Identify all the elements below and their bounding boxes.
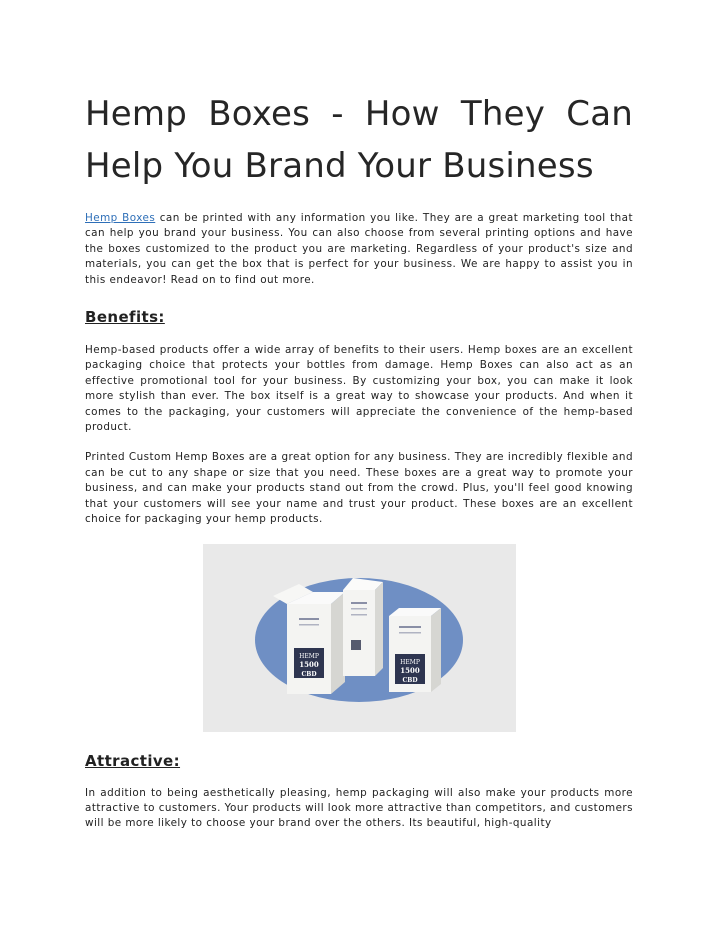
svg-text:HEMP: HEMP	[299, 652, 319, 660]
intro-text: can be printed with any information you like. They are a great marketing tool that can help you brand your business. You can also choose from several printing options and have the boxes customized to the product you are marketing. Regardless of your product's size and materials, you can get the box that is perfect for your business. We are happy to assist you in this endeavor! Read on to find out more.	[85, 212, 634, 286]
middle-box	[343, 578, 383, 676]
svg-text:HEMP: HEMP	[400, 658, 420, 666]
page-title: Hemp Boxes - How They Can Help You Brand Your Business	[85, 94, 633, 186]
document-content	[85, 88, 633, 832]
right-box	[389, 608, 441, 692]
intro-paragraph	[85, 211, 633, 288]
benefits-paragraph-1: Hemp-based products offer a wide array of benefits to their users. Hemp boxes are an excellent packaging choice that protects your bottles from damage. Hemp Boxes can also act as an effective promotional tool for your business. By customizing your box, you can make it look more stylish than ever. The box itself is a great way to showcase your products. And when it comes to the packaging, your customers will appreciate the convenience of the hemp-based product.	[85, 344, 633, 434]
svg-text:CBD: CBD	[402, 676, 418, 684]
benefits-heading: Benefits:	[85, 308, 165, 327]
svg-text:CBD: CBD	[301, 670, 317, 678]
svg-text:1500: 1500	[299, 659, 319, 669]
hemp-boxes-illustration	[203, 544, 516, 732]
benefits-paragraph-2: Printed Custom Hemp Boxes are a great option for any business. They are incredibly flexible and can be cut to any shape or size that you need. These boxes are a great way to promote your business, and can make your products stand out from the crowd. Plus, you'll feel good knowing that your customers will see your name and trust your product. These boxes are an excellent choice for packaging your hemp products.	[85, 451, 633, 526]
attractive-heading: Attractive:	[85, 751, 181, 770]
hemp-boxes-image	[203, 544, 516, 732]
hemp-boxes-link[interactable]: Hemp Boxes	[85, 212, 156, 224]
attractive-paragraph: In addition to being aesthetically pleasing, hemp packaging will also make your products more attractive to customers. Your products will look more attractive than competitors, and customers will be more likely to choose your brand over the others. Its beautiful, high-quality	[85, 786, 633, 830]
svg-text:1500: 1500	[400, 665, 420, 675]
